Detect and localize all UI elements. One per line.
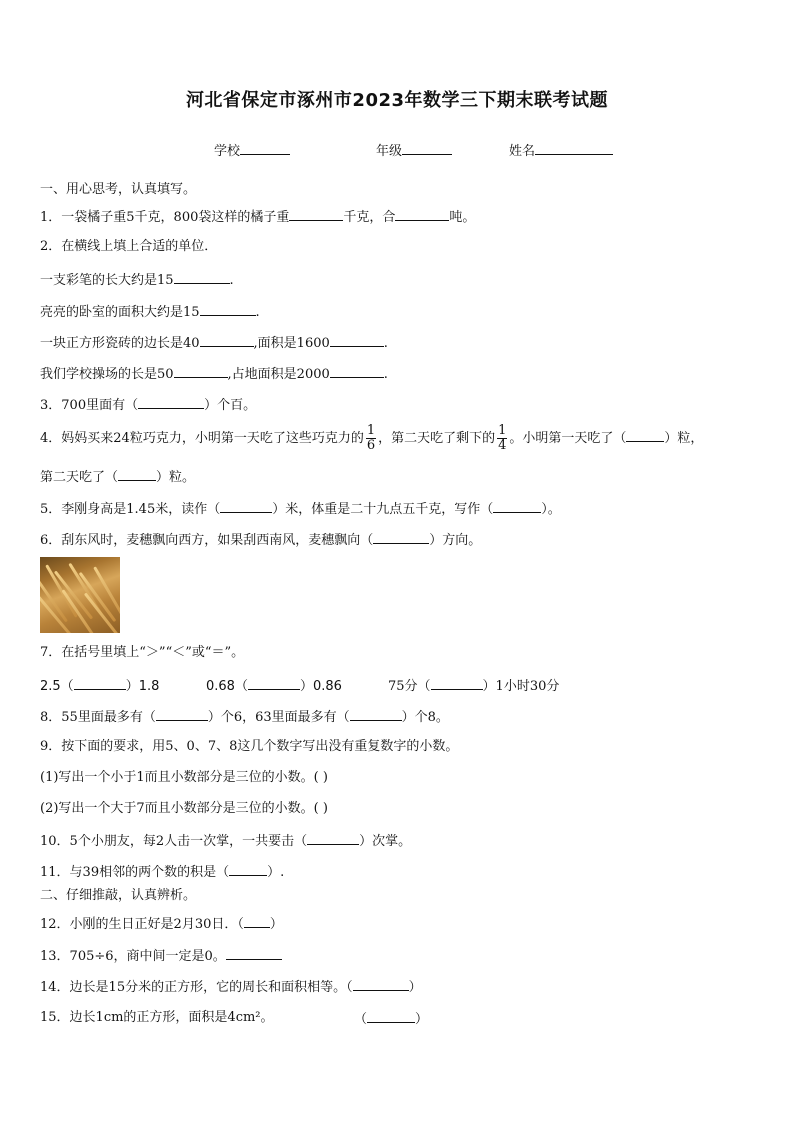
question-4: 4．妈妈买来24粒巧克力，小明第一天吃了这些巧克力的 $\frac{1}{6}$ ，第二天吃了剩下的 $\frac{1}{4}$ 。小明第一天吃了（ ）粒， xyxy=(40,423,704,453)
question-9-2: (2)写出一个大于7而且小数部分是三位的小数。( ) xyxy=(40,801,328,816)
page-title: 河北省保定市涿州市2023年数学三下期末联考试题 xyxy=(185,90,609,111)
question-11: 11．与39相邻的两个数的积是（ ）. xyxy=(40,862,284,882)
question-15-answer: （ ） xyxy=(354,1009,428,1029)
question-2-4: 我们学校操场的长是50 ,占地面积是2000 . xyxy=(40,364,388,384)
question-9-1: (1)写出一个小于1而且小数部分是三位的小数。( ) xyxy=(40,770,328,785)
question-13: 13．705÷6，商中间一定是0。 xyxy=(40,946,282,966)
question-7-item-1: 2.5（ ）1.8 xyxy=(40,676,159,696)
question-15: 15．边长1cm的正方形，面积是4cm²。 xyxy=(40,1010,274,1025)
question-8: 8．55里面最多有（ ）个6，63里面最多有（ ）个8。 xyxy=(40,707,449,727)
wheat-image xyxy=(40,557,120,633)
grade-field: 年级 xyxy=(376,140,452,159)
question-10: 10．5个小朋友，每2人击一次掌，一共要击（ ）次掌。 xyxy=(40,831,411,851)
question-2-3: 一块正方形瓷砖的边长是40 ,面积是1600 . xyxy=(40,333,388,353)
question-3: 3．700里面有（ ）个百。 xyxy=(40,395,256,415)
name-field: 姓名 xyxy=(509,140,613,159)
question-7-item-2: 0.68（ ）0.86 xyxy=(206,676,342,696)
question-14: 14．边长是15分米的正方形，它的周长和面积相等。（ ） xyxy=(40,977,422,997)
question-7-item-3: 75分（ ）1小时30分 xyxy=(388,676,559,696)
school-field: 学校 xyxy=(214,140,290,159)
question-9: 9．按下面的要求，用5、0、7、8这几个数字写出没有重复数字的小数。 xyxy=(40,739,459,754)
section-2-heading: 二、仔细推敲，认真辨析。 xyxy=(40,888,197,903)
question-2: 2．在横线上填上合适的单位． xyxy=(40,239,218,254)
question-7: 7．在括号里填上“＞”“＜”或“＝”。 xyxy=(40,645,245,660)
fraction-one-sixth: $\frac{1}{6}$ xyxy=(366,423,376,453)
fraction-one-fourth: $\frac{1}{4}$ xyxy=(498,423,507,453)
question-2-1: 一支彩笔的长大约是15 . xyxy=(40,270,234,290)
section-1-heading: 一、用心思考，认真填写。 xyxy=(40,182,197,197)
question-12: 12．小刚的生日正好是2月30日．（ ） xyxy=(40,914,283,934)
question-1: 1．一袋橘子重5千克，800袋这样的橘子重 千克，合 吨。 xyxy=(40,207,475,227)
question-4-cont: 第二天吃了（ ）粒。 xyxy=(40,467,195,487)
question-5: 5．李刚身高是1.45米，读作（ ）米，体重是二十九点五千克，写作（ ）。 xyxy=(40,499,561,519)
question-6: 6．刮东风时，麦穗飘向西方，如果刮西南风，麦穗飘向（ ）方向。 xyxy=(40,530,481,550)
question-2-2: 亮亮的卧室的面积大约是15 . xyxy=(40,302,260,322)
